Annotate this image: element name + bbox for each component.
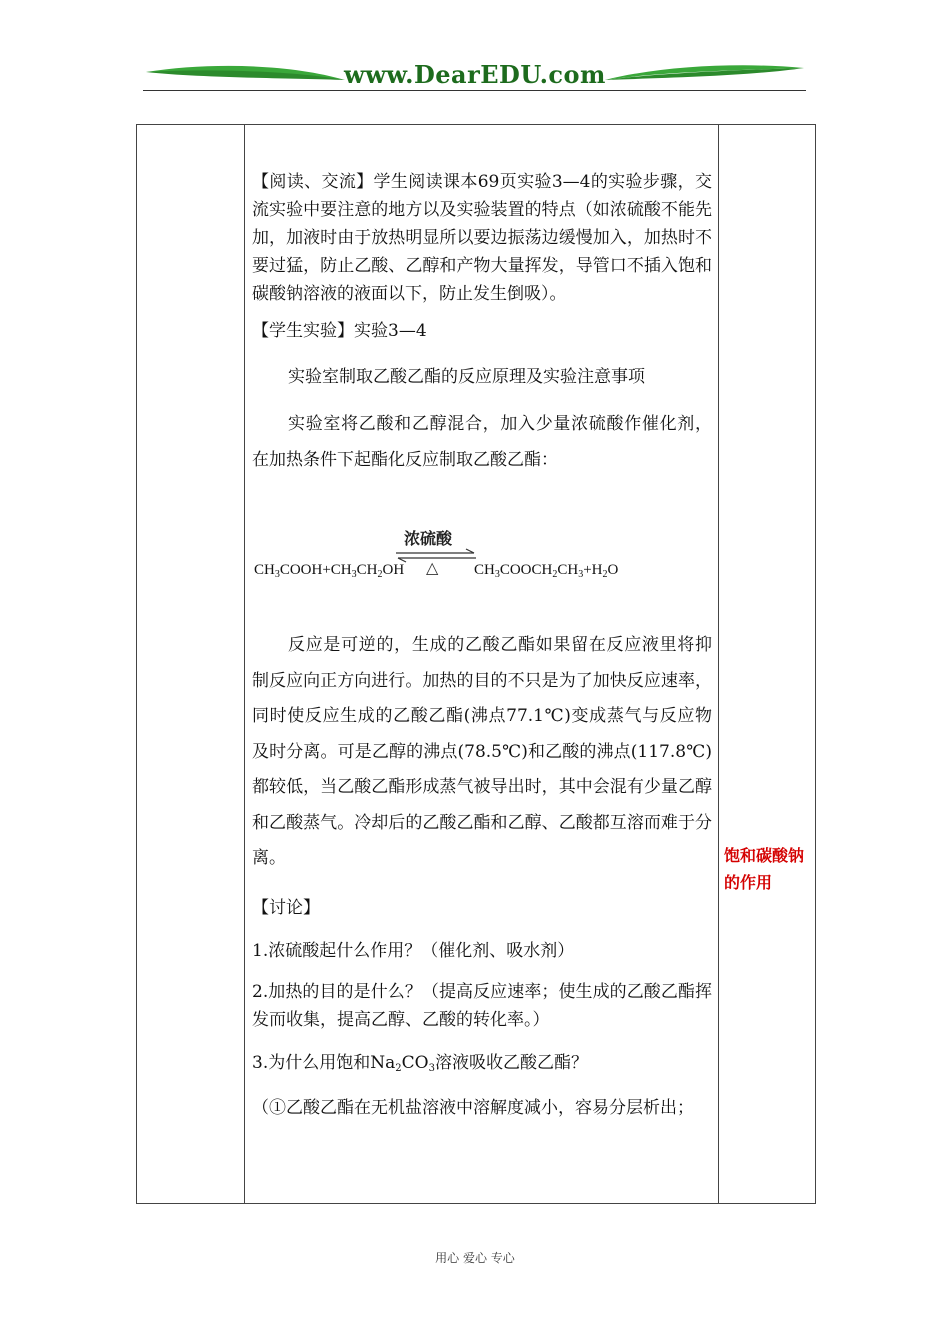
chemical-equation bbox=[254, 520, 714, 590]
column-divider bbox=[718, 125, 719, 1203]
site-logo-text: www.DearEDU.com bbox=[344, 60, 606, 89]
reading-paragraph: 【阅读、交流】学生阅读课本69页实验3—4的实验步骤，交流实验中要注意的地方以及实验装置的特点（如浓硫酸不能先加，加液时由于放热明显所以要边振荡边缓慢加入，加热时不要过猛，防止乙酸、乙醇和产物大量挥发，导管口不插入饱和碳酸钠溶液的液面以下，防止发生倒吸）。 bbox=[252, 172, 712, 304]
equation-products: $CH_3COOCH_2CH_3+H_2O$ bbox=[474, 562, 619, 580]
answer-3: （①乙酸乙酯在无机盐溶液中溶解度减小，容易分层析出； bbox=[252, 1098, 694, 1118]
discussion-question-3: 3.为什么用饱和$Na_2CO_3$溶液吸收乙酸乙酯？ bbox=[252, 1052, 588, 1074]
discussion-question-2: 2.加热的目的是什么？（提高反应速率；使生成的乙酸乙酯挥发而收集，提高乙醇、乙酸的转化率。） bbox=[252, 981, 712, 1030]
experiment-heading: 【学生实验】实验3—4 bbox=[252, 321, 427, 341]
discussion-heading: 【讨论】 bbox=[252, 897, 320, 918]
procedure-paragraph: 实验室将乙酸和乙醇混合，加入少量浓硫酸作催化剂，在加热条件下起酯化反应制取乙酸乙酯： bbox=[252, 414, 712, 470]
lesson-content-lower bbox=[252, 628, 712, 1122]
page-footer: 用心 爱心 专心 bbox=[435, 1251, 515, 1265]
discussion-question-1: 1.浓硫酸起什么作用？（催化剂、吸水剂） bbox=[252, 941, 575, 961]
side-note: 饱和碳酸钠的作用 bbox=[724, 846, 805, 892]
catalyst-label: 浓硫酸 bbox=[404, 529, 453, 548]
header-rule bbox=[143, 90, 806, 91]
column-divider bbox=[244, 125, 245, 1203]
equation-reactants: $CH_3COOH+CH_3CH_2OH$ bbox=[254, 562, 405, 580]
lesson-content bbox=[252, 168, 712, 478]
principle-heading: 实验室制取乙酸乙酯的反应原理及实验注意事项 bbox=[288, 366, 645, 387]
explanation-paragraph: 反应是可逆的，生成的乙酸乙酯如果留在反应液里将抑制反应向正方向进行。加热的目的不只是为了加快反应速率，同时使反应生成的乙酸乙酯(沸点77.1℃)变成蒸气与反应物及时分离。可是乙醇的沸点(78.5℃)和乙酸的沸点(117.8℃)都较低，当乙酸乙酯形成蒸气被导出时，其中会混有少量乙醇和乙酸蒸气。冷却后的乙酸乙酯和乙醇、乙酸都互溶而难于分离。 bbox=[252, 635, 712, 868]
heat-condition: △ bbox=[426, 558, 439, 577]
header-banner bbox=[140, 58, 810, 94]
